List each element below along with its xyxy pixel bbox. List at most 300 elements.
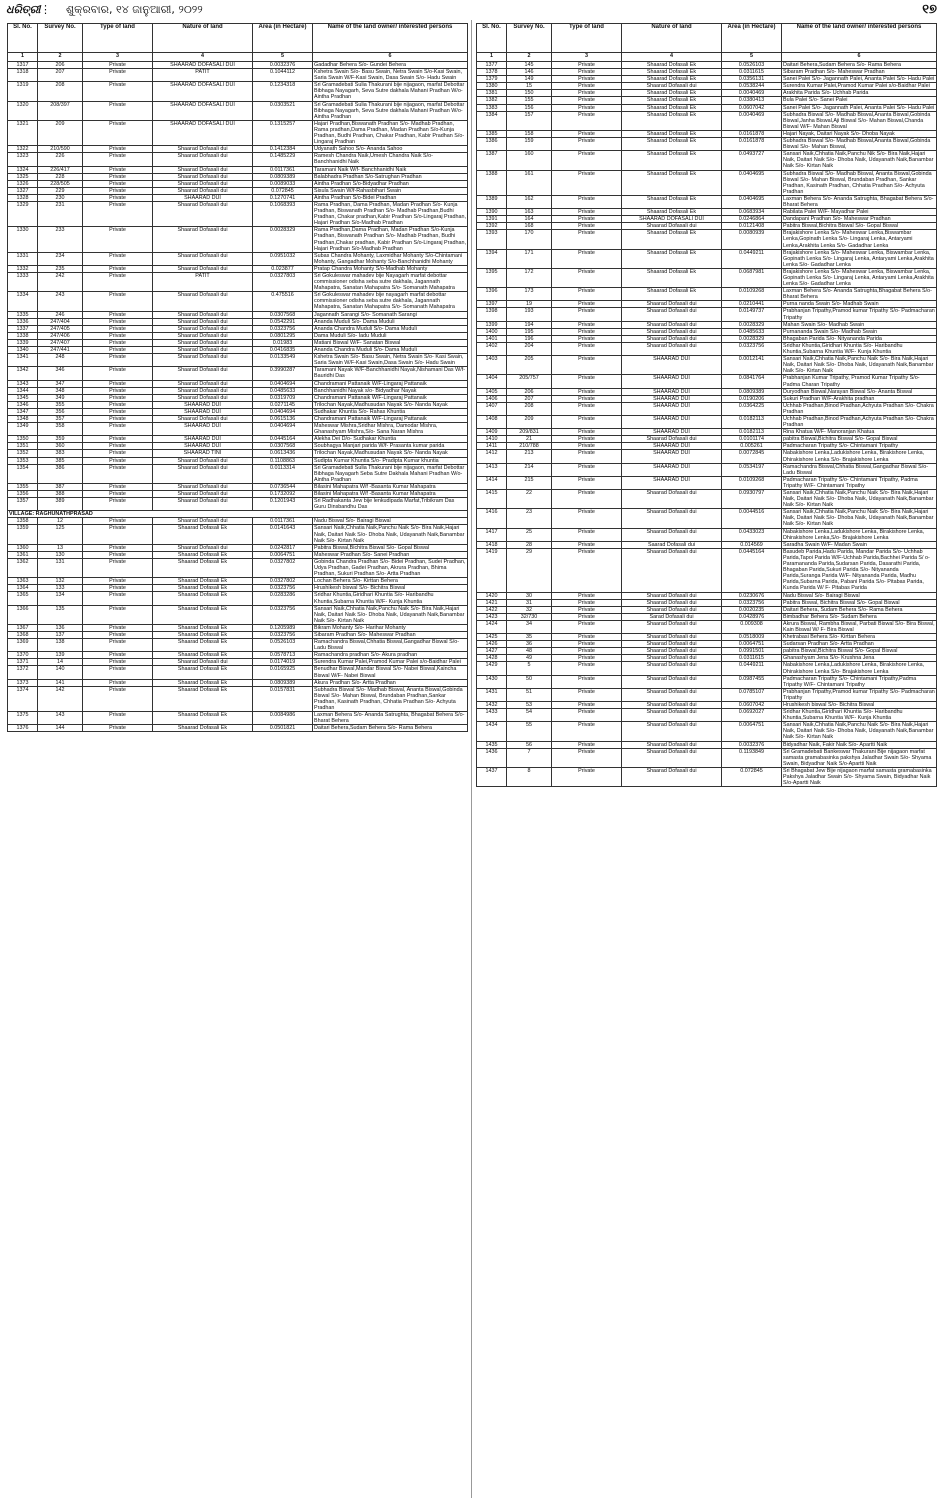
nature-cell: Shaarad Dofasali dui	[622, 606, 722, 613]
survey-cell: 360	[38, 443, 83, 450]
sl-cell: 1415	[477, 490, 507, 509]
nature-cell: Shaarad Dofasali dui	[622, 83, 722, 90]
area-cell: 0.0121408	[722, 223, 782, 230]
owner-cell: Bhagaban Parida S/o- Nityananda Parida	[782, 335, 937, 342]
nature-cell: Shaarad Dofasali Ek	[153, 551, 253, 558]
owner-cell: Nabakishore Lenka,Ladukishore Lenka, Birakishore Lenka, Dhirakishore Lenka,S/o- Brajakishore Lenka	[782, 528, 937, 541]
nature-cell: Shaarad Dofasali dui	[622, 342, 722, 355]
owner-cell: Ananda Chandra Muduli S/o- Dama Muduli	[313, 347, 468, 354]
area-cell: 0.0246864	[722, 216, 782, 223]
survey-cell: 30	[507, 592, 552, 599]
table-row	[8, 101, 468, 120]
sl-cell: 1428	[477, 655, 507, 662]
survey-cell: 155	[507, 97, 552, 104]
owner-cell: Bimbadhar Behera S/o- Sudam Behera	[782, 613, 937, 620]
sl-cell: 1406	[477, 395, 507, 402]
table-row	[477, 548, 937, 592]
type-cell: Private	[83, 252, 153, 265]
sl-cell: 1426	[477, 641, 507, 648]
type-cell: Private	[552, 655, 622, 662]
area-cell: 0.0615136	[253, 415, 313, 422]
sl-cell: 1372	[8, 666, 38, 679]
type-cell: Private	[83, 525, 153, 544]
table-row	[477, 741, 937, 748]
sl-cell: 1318	[8, 69, 38, 82]
area-cell: 0.0283286	[253, 592, 313, 605]
owner-cell: Aintha Pradhan S/o-Bidyadhar Pradhan	[313, 180, 468, 187]
type-cell: Private	[83, 394, 153, 401]
area-cell: 0.0064751	[722, 722, 782, 741]
survey-cell: 228	[38, 173, 83, 180]
owner-cell: Sri Gramadebati Bankeswar Thakurani Bije nijagaon marfat samasta gramabasinka pakshya Jaladhar Swain S/o- Shyama Swain, Bidyadhar Naik S/o-Apartti Naik	[782, 748, 937, 767]
type-cell: Private	[83, 354, 153, 367]
sl-cell: 1388	[477, 170, 507, 195]
type-cell: Private	[83, 120, 153, 145]
type-cell: Private	[552, 111, 622, 130]
owner-cell: Sanei Palei S/o- Jagannath Palei, Ananta Palei S/o- Hadu Palei	[782, 104, 937, 111]
survey-cell: 173	[507, 288, 552, 301]
type-cell: Private	[552, 688, 622, 701]
table-row	[8, 201, 468, 226]
nature-cell: Shaarad Dofasali dui	[622, 767, 722, 786]
survey-cell: 347	[38, 380, 83, 387]
type-cell: Private	[552, 476, 622, 489]
type-cell: Private	[83, 652, 153, 659]
owner-cell: Taramani Naik W/f- Banchhanidhi Naik	[313, 166, 468, 173]
sl-cell: 1405	[477, 388, 507, 395]
survey-cell: 195	[507, 328, 552, 335]
sl-cell: 1337	[8, 325, 38, 332]
area-cell: 0.1485229	[253, 153, 313, 166]
sl-cell: 1330	[8, 227, 38, 252]
type-cell: Private	[83, 464, 153, 483]
area-cell: 0.1193849	[722, 748, 782, 767]
table-row	[8, 498, 468, 511]
type-cell: Private	[552, 375, 622, 388]
type-cell: Private	[83, 153, 153, 166]
sl-cell: 1403	[477, 356, 507, 375]
nature-cell: SHAARAD TINI	[153, 450, 253, 457]
owner-cell: Uchhab Pradhan,Binod Pradhan,Achyuta Pradhan S/o- Chakra Pradhan	[782, 402, 937, 415]
type-cell: Private	[83, 659, 153, 666]
owner-cell: Sansari Naik,Chhatia Naik,Panchu Naik S/o- Bira Naik,Hajari Naik, Daitari Naik S/o- Dhoba Naik, Udayanath Naik,Banambar Naik S/o- Kirtan Naik	[782, 722, 937, 741]
nature-cell: Shaarad Dofasali dui	[153, 180, 253, 187]
area-cell: 0.0485633	[253, 387, 313, 394]
area-cell: 0.0416835	[253, 347, 313, 354]
table-row	[8, 265, 468, 272]
table-row	[8, 166, 468, 173]
col-number: 2	[38, 53, 83, 62]
table-row	[477, 301, 937, 308]
table-row	[8, 227, 468, 252]
sl-cell: 1435	[477, 741, 507, 748]
survey-cell: 208/397	[38, 101, 83, 120]
type-cell: Private	[83, 339, 153, 346]
sl-cell: 1361	[8, 551, 38, 558]
sl-cell: 1412	[477, 450, 507, 463]
survey-cell: 13	[38, 544, 83, 551]
nature-cell: Shaarad Dofasali dui	[153, 380, 253, 387]
sl-cell: 1407	[477, 402, 507, 415]
owner-cell: Sridhar Khuntia,Giridhari Khuntia S/o- Haribandhu Khuntia,Subarna Khuntia W/F- Kunja Khuntia	[782, 709, 937, 722]
type-cell: Private	[83, 498, 153, 511]
nature-cell: Shaarad Dofasali dui	[622, 741, 722, 748]
type-cell: Private	[83, 605, 153, 624]
survey-cell: 213	[507, 450, 552, 463]
survey-cell: 247/441	[38, 347, 83, 354]
survey-cell: 161	[507, 170, 552, 195]
table-row	[477, 249, 937, 268]
table-row	[477, 395, 937, 402]
nature-cell: Shaarad Dofasali dui	[153, 483, 253, 490]
nature-cell: Shaarad Dofasali Ek	[622, 97, 722, 104]
nature-cell: Shaarad Dofasali dui	[622, 748, 722, 767]
nature-cell: Shaarad Dofasali Ek	[153, 679, 253, 686]
sl-cell: 1429	[477, 662, 507, 675]
area-cell: 0.1234318	[253, 82, 313, 101]
nature-cell: Shaarad Dofasali dui	[622, 528, 722, 541]
col-survey-header: Survey No.	[38, 24, 83, 53]
type-cell: Private	[552, 722, 622, 741]
table-row	[8, 631, 468, 638]
sl-cell: 1329	[8, 201, 38, 226]
area-cell: 0.0613436	[253, 450, 313, 457]
type-cell: Private	[83, 265, 153, 272]
area-cell: 0.0032376	[722, 741, 782, 748]
nature-cell: Shaarad Dofasali dui	[153, 518, 253, 525]
sl-cell: 1408	[477, 415, 507, 428]
area-cell: 0.0133549	[253, 354, 313, 367]
table-row	[477, 388, 937, 395]
survey-cell: 233	[38, 227, 83, 252]
area-cell: 0.01983	[253, 339, 313, 346]
table-row	[477, 308, 937, 321]
table-row	[8, 187, 468, 194]
survey-cell: 156	[507, 104, 552, 111]
table-row	[477, 509, 937, 528]
sl-cell: 1410	[477, 436, 507, 443]
sl-cell: 1393	[477, 230, 507, 249]
table-row	[477, 230, 937, 249]
owner-cell: Basudeb Parida,Hadu Parida, Mandar Parida S/o- Uchhab Parida,Tapoi Parida W/F-Uchhab Parida,Bachhei Parida S/ o- Paramananda Parida,Sudarsan Parida, Dasarathi Parida, Bhagaban Parida,Sukuri Parida S/o- Nityananda Parida,Suranga Parida W/F- Nityananda Parida, Madhu Parida,Subarna Parida, Pabani Parida S/o- Pitabas Parida, Kunda Parida W/ F- Pitabas Parida	[782, 548, 937, 592]
sl-cell: 1367	[8, 624, 38, 631]
owner-cell: Sibaram Pradhan S/o- Maheswar Pradhan	[782, 69, 937, 76]
survey-cell: 141	[38, 679, 83, 686]
area-cell: 0.0044516	[722, 509, 782, 528]
area-cell: 0.0080939	[722, 230, 782, 249]
survey-cell: 206	[507, 388, 552, 395]
nature-cell: Shaarad Dofasali dui	[153, 367, 253, 380]
table-row	[477, 648, 937, 655]
survey-cell: 386	[38, 464, 83, 483]
survey-cell: 164	[507, 216, 552, 223]
owner-cell: Laxman Behera S/o- Ananda Satrughta, Bhagabat Behera S/o- Bharat Behera	[313, 712, 468, 725]
survey-cell: 209	[507, 415, 552, 428]
nature-cell: Shaarad Dofasali dui	[153, 187, 253, 194]
area-cell: 0.0028329	[722, 335, 782, 342]
type-cell: Private	[83, 82, 153, 101]
area-cell: 0.0117361	[253, 518, 313, 525]
survey-cell: 385	[38, 457, 83, 464]
sl-cell: 1360	[8, 544, 38, 551]
sl-cell: 1434	[477, 722, 507, 741]
table-row	[477, 767, 937, 786]
type-cell: Private	[83, 578, 153, 585]
survey-cell: 134	[38, 592, 83, 605]
type-cell: Private	[552, 613, 622, 620]
area-cell: 0.0404694	[253, 408, 313, 415]
sl-cell: 1350	[8, 436, 38, 443]
type-cell: Private	[83, 408, 153, 415]
table-row	[477, 641, 937, 648]
sl-cell: 1376	[8, 725, 38, 732]
nature-cell: SHAARAD DUI	[153, 401, 253, 408]
area-cell: 0.0404694	[253, 380, 313, 387]
table-row	[477, 402, 937, 415]
nature-cell: Shaarad Dofasali dui	[153, 311, 253, 318]
nature-cell: Shaarad Dofasali Ek	[622, 209, 722, 216]
survey-cell: 170	[507, 230, 552, 249]
col-sl-header: Sl. No.	[477, 24, 507, 53]
type-cell: Private	[83, 592, 153, 605]
type-cell: Private	[552, 335, 622, 342]
area-cell: 0.0311615	[722, 655, 782, 662]
sl-cell: 1378	[477, 69, 507, 76]
area-cell: 0.0449211	[722, 249, 782, 268]
area-cell: 0.0161878	[722, 130, 782, 137]
sl-cell: 1323	[8, 153, 38, 166]
nature-cell: Shaarad Dofasali dui	[153, 292, 253, 311]
nature-cell: Shaarad Dofasali dui	[153, 146, 253, 153]
survey-cell: 206	[38, 62, 83, 69]
owner-cell: Prabhanjan Tripathy,Pramod kumar Tripathy S/o- Padmacharan Tripathy	[783, 308, 935, 321]
type-cell: Private	[552, 415, 622, 428]
survey-cell: 14	[38, 659, 83, 666]
owner-cell: Trilochan Nayak,Madhusudan Nayak S/o- Nanda Nayak	[313, 401, 468, 408]
sl-cell: 1420	[477, 592, 507, 599]
left-rows	[8, 53, 468, 732]
sl-cell: 1364	[8, 585, 38, 592]
nature-cell: Shaarad Dofasali Ek	[153, 558, 253, 577]
area-cell: 0.1270741	[253, 194, 313, 201]
table-row	[8, 380, 468, 387]
sl-cell: 1437	[477, 767, 507, 786]
area-cell: 0.1205989	[253, 624, 313, 631]
type-cell: Private	[552, 436, 622, 443]
area-cell: 0.0930797	[722, 490, 782, 509]
owner-cell: Sanei Palei S/o- Jagannath Palei, Ananta Palei S/o- Hadu Palei	[782, 76, 937, 83]
newspaper-name: ଧରିତ୍ରୀ	[6, 3, 41, 16]
owner-cell: Ramesh Chandra Naik,Umesh Chandra Naik S/o- Banchhanidhi Naik	[313, 153, 468, 166]
table-row	[477, 436, 937, 443]
table-row	[477, 450, 937, 463]
table-row	[477, 216, 937, 223]
survey-cell: 23	[507, 509, 552, 528]
issue-date: ଶୁକ୍ରବାର, ୧୪ ଜାନୁଆରୀ, ୨୦୨୨	[66, 3, 203, 16]
table-row	[477, 223, 937, 230]
type-cell: Private	[83, 457, 153, 464]
owner-cell: Pratap Chandra Mohanty S/o-Madhab Mohanty	[313, 265, 468, 272]
owner-cell: Sansari Naik,Chhatia Naik,Panchu Nik S/o- Bira Naik,Hajari Naik, Daitari Naik S/o- Dhoba Naik, Udayanath Naik,Banambar Naik S/o- Kirtan Naik	[782, 151, 937, 170]
survey-cell: 168	[507, 223, 552, 230]
nature-cell: Shaarad Dofasali dui	[622, 308, 722, 321]
owner-cell: Sukuri Pradhan W/F-Arakhita pradhan	[782, 395, 937, 402]
nature-cell: Shaarad Dofasali dui	[622, 688, 722, 701]
survey-cell: 48	[507, 648, 552, 655]
owner-cell: pabitra Biswal,Bichitra Biswal S/o- Gopal Biswal	[782, 436, 937, 443]
col-number: 3	[83, 53, 153, 62]
nature-cell: SHAARAD DUI	[622, 476, 722, 489]
col-number: 2	[507, 53, 552, 62]
table-row	[8, 525, 468, 544]
survey-cell: 162	[507, 195, 552, 208]
area-cell: 0.0327802	[253, 558, 313, 577]
area-cell: 0.0578713	[253, 652, 313, 659]
sl-cell: 1375	[8, 712, 38, 725]
sl-cell: 1357	[8, 498, 38, 511]
area-cell: 0.0404694	[253, 423, 313, 436]
area-cell: 0.0538244	[722, 83, 782, 90]
owner-cell: Ananda Muduli S/o- Dama Muduli	[313, 318, 468, 325]
area-cell: 0.0991501	[722, 648, 782, 655]
owner-cell: Rama Pradhan,Dama Pradhan, Madan Pradhan S/o-Kunja Pradhan, Biswanath Pradhan S/o- Madhab Pradhan, Budhi Pradhan,Chakar pradhan, Kabir Pradhan S/o-Lingaraj Pradhan, Hajari Pradhan S/o-Madhab Pradhan	[314, 227, 466, 252]
nature-cell: Shaarad Dofasali dui	[622, 592, 722, 599]
nature-cell: Shaarad Dofasali dui	[622, 709, 722, 722]
type-cell: Private	[83, 686, 153, 711]
survey-cell: 25	[507, 528, 552, 541]
sl-cell: 1409	[477, 429, 507, 436]
owner-cell: Taramani Nayak W/F-Banchhanidhi Nayak,Nishamani Das W/f-Bauridhi Das	[313, 367, 468, 380]
sl-cell: 1368	[8, 631, 38, 638]
owner-cell: Sansari Naik,Chhatia Naik,Panchu Naik S/o- Bira Naik,Hajari Naik, Daitari Naik S/o- Dhoba Naik, Udayanath Naik,Banambar Naik S/o- Kirtan Naik	[782, 509, 937, 528]
survey-cell: 234	[38, 252, 83, 265]
survey-cell: 139	[38, 652, 83, 659]
nature-cell: Shaarad Dofasali dui	[153, 464, 253, 483]
nature-cell: Shaarad Dofasali dui	[622, 648, 722, 655]
page-masthead	[4, 2, 941, 18]
sl-cell: 1424	[477, 620, 507, 633]
survey-cell: 50	[507, 675, 552, 688]
area-cell: 0.0040469	[722, 90, 782, 97]
type-cell: Private	[552, 62, 622, 69]
owner-cell: Hajari Nayak, Daitari Nayak S/o- Dhoba Nayak	[782, 130, 937, 137]
col-type-header: Type of land	[552, 24, 622, 53]
right-column	[476, 23, 937, 787]
nature-cell: Shaarad Dofasali Ek	[153, 624, 253, 631]
owner-cell: Laxman Behera S/o- Ananda Satrughta, Bhagabat Behera S/o- Bharat Behera	[782, 195, 937, 208]
survey-cell: 355	[38, 401, 83, 408]
survey-cell: 49	[507, 655, 552, 662]
survey-cell: 243	[38, 292, 83, 311]
survey-cell: 157	[507, 111, 552, 130]
survey-cell: 130	[38, 551, 83, 558]
area-cell: 0.0736544	[253, 483, 313, 490]
area-cell: 0.0433023	[722, 528, 782, 541]
type-cell: Private	[83, 558, 153, 577]
type-cell: Private	[552, 748, 622, 767]
sl-cell: 1380	[477, 83, 507, 90]
owner-cell: Sudipta Kumar Khuntia S/o- Pradipta Kumar khuntia	[313, 457, 468, 464]
table-row	[477, 415, 937, 428]
area-cell: 0.0028329	[253, 227, 313, 252]
nature-cell: Shaarad Dofasali Ek	[153, 585, 253, 592]
type-cell: Private	[552, 641, 622, 648]
nature-cell: SHAARAD DUI	[622, 463, 722, 476]
owner-cell: Laxman Behera S/o- Ananda Satrughta,Bhagabat Behera S/o- Bharat Behera	[782, 288, 937, 301]
type-cell: Private	[552, 288, 622, 301]
sl-cell: 1346	[8, 401, 38, 408]
type-cell: Private	[83, 227, 153, 252]
type-cell: Private	[552, 195, 622, 208]
area-cell: 0.005261	[722, 443, 782, 450]
owner-cell: Soubhagya Manjari parida W/f- Prasanta kumar parida	[313, 443, 468, 450]
area-cell: 0.0109268	[722, 288, 782, 301]
area-cell: 0.475516	[253, 292, 313, 311]
table-row	[8, 558, 468, 577]
area-cell: 0.0542291	[253, 318, 313, 325]
sl-cell: 1342	[8, 367, 38, 380]
sl-cell: 1334	[8, 292, 38, 311]
sl-cell: 1416	[477, 509, 507, 528]
survey-cell: 138	[38, 639, 83, 652]
type-cell: Private	[83, 491, 153, 498]
area-cell: 0.0303521	[253, 101, 313, 120]
survey-cell: 231	[38, 201, 83, 226]
survey-cell: 21	[507, 436, 552, 443]
survey-cell: 210/590	[38, 146, 83, 153]
area-cell: 0.0242817	[253, 544, 313, 551]
nature-cell: SHAARAD DUI	[153, 423, 253, 436]
type-cell: Private	[83, 311, 153, 318]
owner-cell: Subas Chandra Mohanty, Laxmidhar Mohanty S/o-Chintamani Mohanty, Gangadhar Mohanty S/o-Banchhanidhi Mohanty	[313, 252, 468, 265]
nature-cell: Shaarad Dofasali Ek	[153, 525, 253, 544]
sl-cell: 1325	[8, 173, 38, 180]
sl-cell: 1322	[8, 146, 38, 153]
type-cell: Private	[552, 702, 622, 709]
area-cell: 0.0607042	[722, 104, 782, 111]
nature-cell: Shaarad Dofasali dui	[153, 415, 253, 422]
owner-cell: Prabhanjan Tripathy,Pramod kumar Tripathy S/o- Padmacharan Tripathy	[783, 688, 935, 701]
sl-cell: 1430	[477, 675, 507, 688]
table-row	[477, 748, 937, 767]
type-cell: Private	[83, 292, 153, 311]
table-row	[8, 339, 468, 346]
area-cell: 0.0113314	[253, 464, 313, 483]
type-cell: Private	[552, 490, 622, 509]
type-cell: Private	[552, 130, 622, 137]
nature-cell: Shaarad Dofasali dui	[153, 173, 253, 180]
owner-cell: Purna nanda Swain S/o- Madhab Swain	[782, 301, 937, 308]
nature-cell: Saarad Dofasali dui	[622, 541, 722, 548]
table-row	[477, 104, 937, 111]
table-row	[8, 82, 468, 101]
area-cell: 0.0809389	[722, 388, 782, 395]
owner-cell: Kshetra Swain S/o- Basu Swain, Netra Swain S/o- Kasi Swain, Saria Swain W/F-Kasi Swain,Dasa Swain S/o- Hadu Swain	[313, 354, 468, 367]
type-cell: Private	[552, 592, 622, 599]
table-row	[477, 476, 937, 489]
col-number: 1	[8, 53, 38, 62]
area-cell: 0.0404695	[722, 195, 782, 208]
type-cell: Private	[83, 518, 153, 525]
table-row	[8, 311, 468, 318]
sl-cell: 1317	[8, 62, 38, 69]
type-cell: Private	[552, 388, 622, 395]
nature-cell: Shaarad Dofasali Ek	[153, 666, 253, 679]
sl-cell: 1320	[8, 101, 38, 120]
table-row	[8, 457, 468, 464]
area-cell: 0.0607042	[722, 702, 782, 709]
type-cell: Private	[83, 367, 153, 380]
